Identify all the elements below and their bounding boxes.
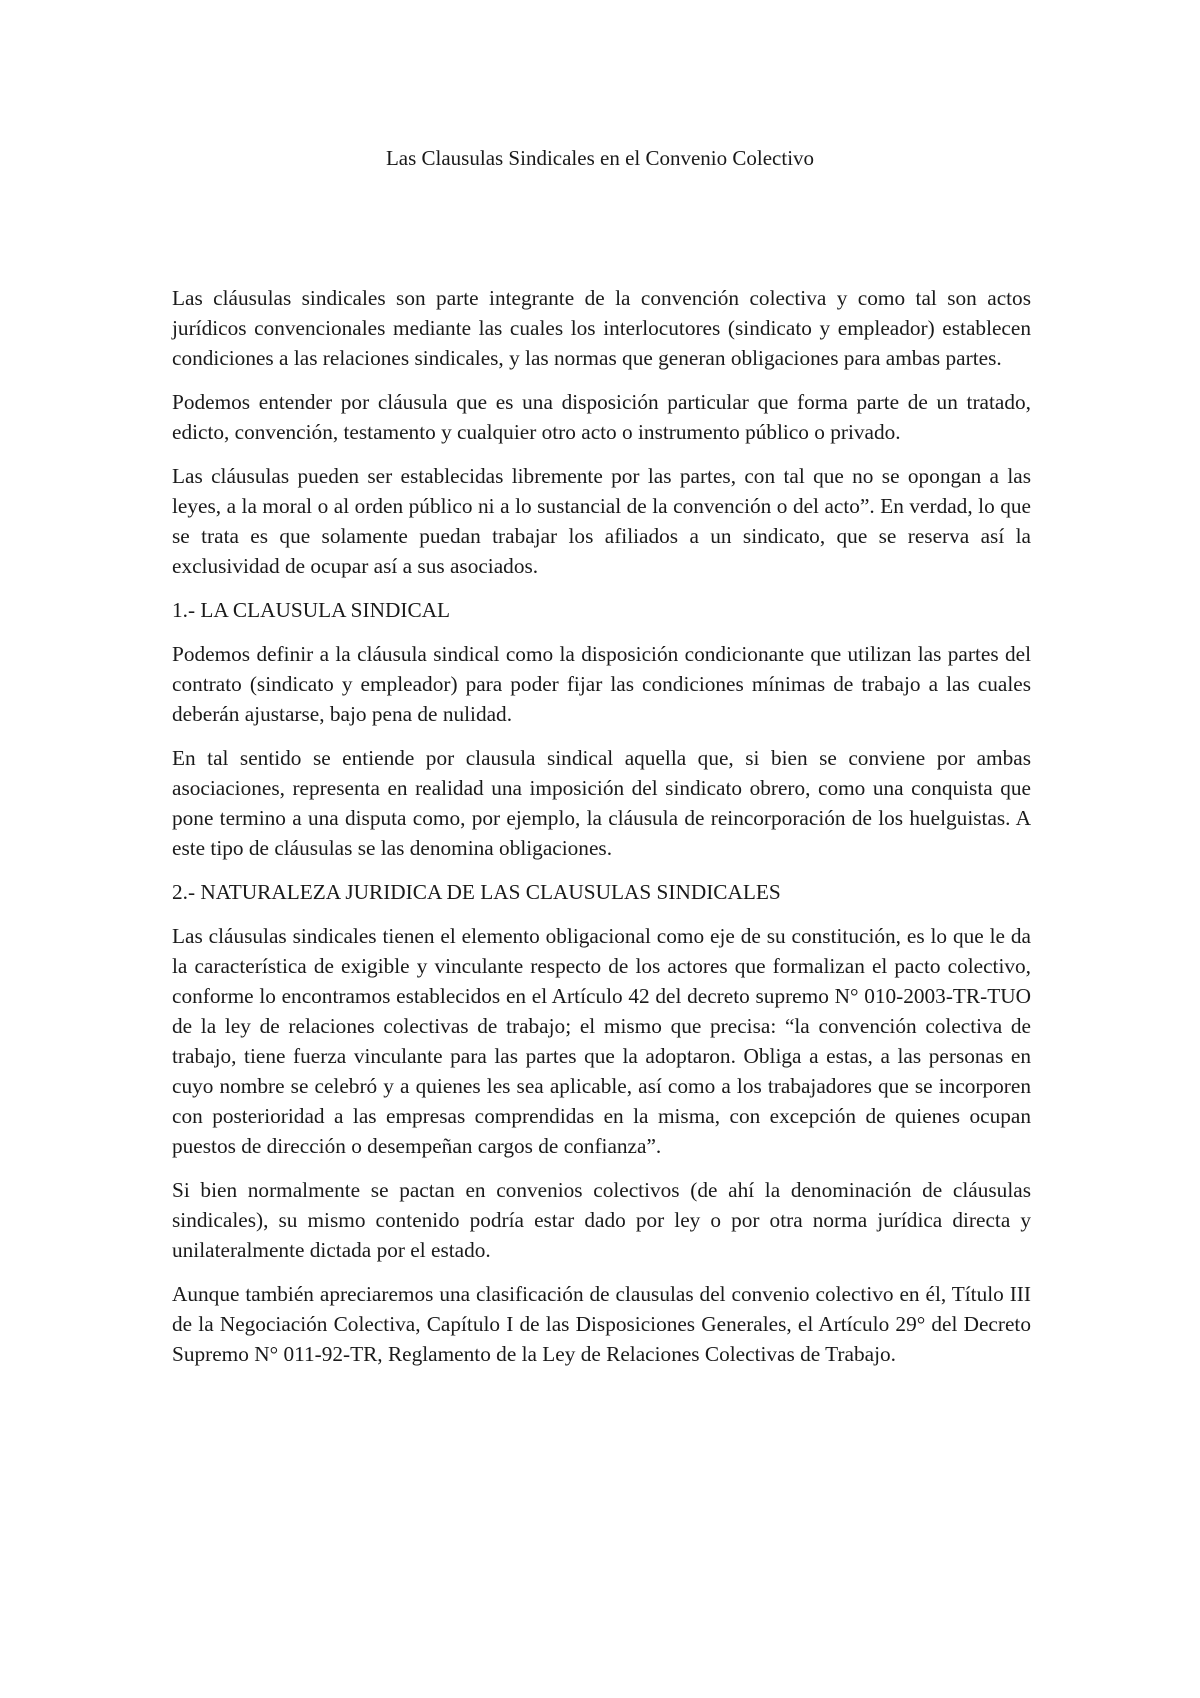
paragraph-source-of-content: Si bien normalmente se pactan en convenios colectivos (de ahí la denominación de cláusulas sindicales), su mismo contenido podría estar dado por ley o por otra norma jurídica directa y unilateralmente dictada por el estado.	[172, 1178, 1031, 1262]
section-heading-1: 1.- LA CLAUSULA SINDICAL	[172, 598, 451, 622]
section-heading-2: 2.- NATURALEZA JURIDICA DE LAS CLAUSULAS SINDICALES	[172, 880, 781, 904]
document-body	[172, 283, 1031, 1383]
paragraph-clause-definition: Podemos definir a la cláusula sindical como la disposición condicionante que utilizan las partes del contrato (sindicato y empleador) para poder fijar las condiciones mínimas de trabajo a las cuales deberán ajustarse, bajo pena de nulidad.	[172, 642, 1031, 726]
paragraph-clause-meaning: Podemos entender por cláusula que es una disposición particular que forma parte de un tratado, edicto, convención, testamento y cualquier otro acto o instrumento público o privado.	[172, 390, 1031, 444]
paragraph-definition: Las cláusulas sindicales son parte integrante de la convención colectiva y como tal son actos jurídicos convencionales mediante las cuales los interlocutores (sindicato y empleador) establecen condiciones a las relaciones sindicales, y las normas que generan obligaciones para ambas partes.	[172, 286, 1031, 370]
paragraph-classification: Aunque también apreciaremos una clasificación de clausulas del convenio colectivo en él, Título III de la Negociación Colectiva, Capítulo I de las Disposiciones Generales, el Artículo 29° del Decreto Supremo N° 011-92-TR, Reglamento de la Ley de Relaciones Colectivas de Trabajo.	[172, 1282, 1031, 1366]
paragraph-union-imposition: En tal sentido se entiende por clausula sindical aquella que, si bien se conviene por ambas asociaciones, representa en realidad una imposición del sindicato obrero, como una conquista que pone termino a una disputa como, por ejemplo, la cláusula de reincorporación de los huelguistas. A este tipo de cláusulas se las denomina obligaciones.	[172, 746, 1031, 860]
document-title: Las Clausulas Sindicales en el Convenio Colectivo	[385, 146, 815, 170]
paragraph-legal-nature: Las cláusulas sindicales tienen el elemento obligacional como eje de su constitución, es lo que le da la característica de exigible y vinculante respecto de los actores que formalizan el pacto colectivo, conforme lo encontramos establecidos en el Artículo 42 del decreto supremo N° 010-2003-TR-TUO de la ley de relaciones colectivas de trabajo; el mismo que precisa: “la convención colectiva de trabajo, tiene fuerza vinculante para las partes que la adoptaron. Obliga a estas, a las personas en cuyo nombre se celebró y a quienes les sea aplicable, así como a los trabajadores que se incorporen con posterioridad a las empresas comprendidas en la misma, con excepción de quienes ocupan puestos de dirección o desempeñan cargos de confianza”.	[172, 924, 1031, 1158]
paragraph-free-establishment: Las cláusulas pueden ser establecidas libremente por las partes, con tal que no se opongan a las leyes, a la moral o al orden público ni a lo sustancial de la convención o del acto”. En verdad, lo que se trata es que solamente puedan trabajar los afiliados a un sindicato, que se reserva así la exclusividad de ocupar así a sus asociados.	[172, 464, 1031, 578]
